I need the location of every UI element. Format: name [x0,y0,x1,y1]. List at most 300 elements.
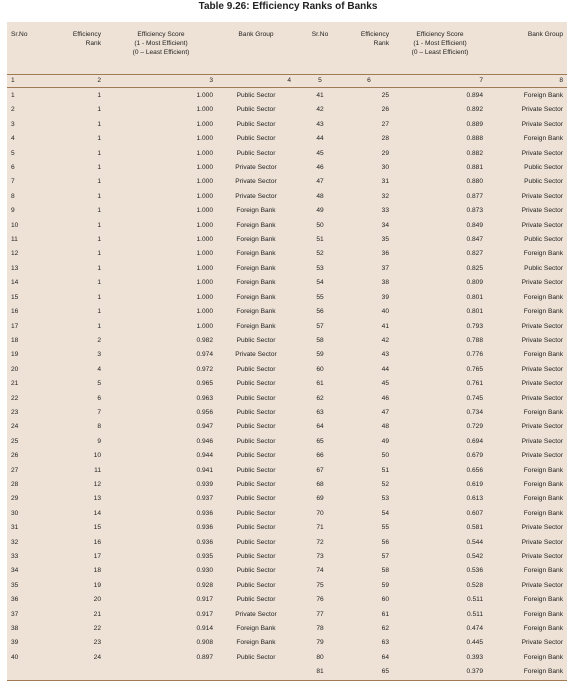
table-cell: 0.888 [466,135,483,143]
table-cell: 1.000 [196,221,213,229]
table-cell: 0.849 [466,221,483,229]
table-title: Table 9.26: Efficiency Ranks of Banks [198,1,378,12]
table-cell: 65 [381,668,389,676]
table-cell: Public Sector [236,92,276,99]
column-header-line: Rank [373,40,389,47]
table-cell: 0.761 [466,380,483,388]
table-cell: 1 [97,92,101,99]
table-cell: 0.536 [466,567,483,575]
table-row [7,175,567,189]
table-cell: Private Sector [521,452,563,460]
table-cell: 0.581 [466,524,483,532]
table-cell: 1.000 [196,322,213,330]
table-cell: 43 [316,120,324,128]
table-row [7,320,567,334]
table-cell: Public Sector [524,264,563,272]
table-cell: 23 [11,408,19,416]
table-row [7,478,567,492]
table-cell: 12 [93,480,101,488]
column-header-1 [7,22,59,75]
table-cell: 0.474 [466,625,483,633]
table-cell: 1 [97,164,101,172]
table-cell: 49 [316,207,324,215]
table-cell: 48 [381,423,389,431]
table-cell: 40 [381,308,389,316]
table-cell: 74 [316,567,324,575]
table-cell: 78 [316,625,324,633]
table-cell: 41 [381,322,389,330]
table-cell: 20 [11,365,19,373]
table-cell: 5 [97,380,101,388]
table-cell: 24 [11,423,19,431]
table-cell: 57 [316,322,324,330]
table-cell: 1 [97,322,101,330]
table-cell: 48 [316,192,324,200]
table-cell: Public Sector [236,106,276,114]
table-cell: 0.939 [196,480,213,488]
table-cell: Public Sector [236,149,276,157]
table-cell: 0.974 [196,351,213,359]
table-cell: 15 [93,524,101,532]
table-cell: 27 [381,120,389,128]
table-cell [217,665,295,680]
table-row [7,88,567,104]
column-number: 4 [217,75,295,88]
column-number: 5 [295,75,345,88]
table-cell: Foreign Bank [523,509,563,517]
table-cell: Public Sector [236,538,276,546]
table-row [7,406,567,420]
table-cell: 0.936 [196,509,213,517]
table-cell: 44 [316,135,324,143]
table-cell: 14 [11,279,19,287]
table-cell: Foreign Bank [523,625,563,633]
table-cell: 61 [316,380,324,388]
table-cell: 0.936 [196,538,213,546]
table-cell: 60 [381,596,389,604]
table-cell: 0.877 [466,192,483,200]
column-number: 6 [345,75,393,88]
table-cell: Foreign Bank [236,308,276,316]
table-cell: 20 [93,596,101,604]
column-header-line: Sr.No [11,31,28,38]
table-row [7,651,567,665]
table-cell: Public Sector [236,596,276,604]
table-cell: 13 [11,264,19,272]
table-cell: 30 [381,164,389,172]
table-cell: Foreign Bank [523,466,563,474]
column-header-line: Efficiency Score [137,31,185,38]
table-cell: 9 [11,207,15,215]
table-cell: 24 [93,653,101,661]
table-row [7,103,567,117]
table-cell: 0.613 [466,495,483,503]
table-cell: 3 [11,120,15,128]
table-cell: Foreign Bank [236,639,276,647]
table-cell: Foreign Bank [523,653,563,661]
table-cell: Public Sector [236,423,276,431]
table-cell: Foreign Bank [236,293,276,301]
table-cell: 16 [11,308,19,316]
table-cell: 1.000 [196,192,213,200]
table-cell: 18 [93,567,101,575]
table-cell: 0.947 [196,423,213,431]
table-cell: 0.935 [196,553,213,560]
table-cell: 29 [11,495,19,503]
table-cell: Foreign Bank [523,135,563,143]
table-cell: 0.511 [466,610,483,618]
table-cell: 1 [97,178,101,186]
table-cell: Foreign Bank [523,308,563,316]
table-cell: Public Sector [236,336,276,344]
column-header-line: Efficiency Score [416,31,464,38]
table-cell: 42 [316,106,324,114]
table-cell: 0.892 [466,106,483,114]
table-cell: 35 [11,581,19,589]
table-cell: 1 [97,106,101,114]
table-cell: Public Sector [236,452,276,460]
table-cell: 1.000 [196,264,213,272]
table-row [7,305,567,319]
table-cell: 52 [381,480,389,488]
efficiency-ranks-table [7,22,567,681]
table-row [7,435,567,449]
table-cell: Private Sector [521,322,563,330]
table-cell: 0.379 [466,668,483,676]
table-cell: Foreign Bank [523,293,563,301]
table-cell: 0.982 [196,336,213,344]
table-cell: 0.801 [466,308,483,316]
table-cell: Public Sector [236,120,276,128]
table-row [7,521,567,535]
table-cell: 25 [381,92,389,99]
table-cell: 66 [316,452,324,460]
table-cell: 1 [11,92,15,99]
table-row [7,262,567,276]
table-cell: Foreign Bank [236,279,276,287]
table-cell: 45 [316,149,324,157]
table-cell: 26 [11,452,19,460]
table-row [7,161,567,175]
table-cell: Foreign Bank [523,250,563,258]
table-cell: 0.656 [466,466,483,474]
table-cell: 1.000 [196,120,213,128]
table-cell: 30 [11,509,19,517]
table-cell: 1 [97,250,101,258]
table-cell: Public Sector [236,380,276,388]
table-cell: Foreign Bank [236,250,276,258]
column-header-line: Bank Group [527,31,563,38]
table-cell: 47 [381,408,389,416]
table-cell: 1 [97,236,101,244]
table-cell: 6 [97,394,101,402]
table-cell: 38 [11,625,19,633]
table-cell: 0.917 [196,596,213,604]
table-cell: 9 [97,437,101,445]
table-cell: 0.788 [466,336,483,344]
table-cell: 0.944 [196,452,213,460]
table-row [7,464,567,478]
table-cell: 63 [316,408,324,416]
table-cell: 57 [381,553,389,560]
table-cell: 28 [11,480,19,488]
table-row [7,622,567,636]
table-row [7,420,567,434]
table-cell: 0.914 [196,625,213,633]
table-cell: 32 [11,538,19,546]
table-cell: Foreign Bank [236,236,276,244]
column-header-line: Efficiency [72,31,101,38]
column-number: 8 [487,75,567,88]
table-row [7,132,567,146]
table-cell: 50 [316,221,324,229]
table-cell: 0.965 [196,380,213,388]
table-cell: 7 [97,408,101,416]
table-cell: 0.679 [466,452,483,460]
table-cell: Foreign Bank [523,408,563,416]
table-cell: Public Sector [236,495,276,503]
table-cell: 22 [93,625,101,633]
table-cell: 5 [11,149,15,157]
table-cell: Public Sector [236,581,276,589]
table-cell: 0.827 [466,250,483,258]
table-row [7,291,567,305]
table-cell: Private Sector [235,192,277,200]
column-header-line: Bank Group [238,31,274,38]
column-header-line: Efficiency [360,31,389,38]
table-cell: 56 [316,308,324,316]
table-cell: 15 [11,293,19,301]
table-cell: 0.946 [196,437,213,445]
table-cell: Foreign Bank [523,668,563,676]
table-row [7,665,567,680]
table-cell: 41 [316,92,324,99]
table-cell: 16 [93,538,101,546]
table-cell: 0.809 [466,279,483,287]
column-header-6 [345,22,393,75]
table-row [7,449,567,463]
table-cell: 10 [11,221,19,229]
table-cell: 33 [11,553,19,560]
table-cell: Private Sector [521,336,563,344]
table-cell: 31 [11,524,19,532]
column-header-2 [59,22,105,75]
table-cell: 8 [97,423,101,431]
table-cell: Public Sector [236,365,276,373]
table-cell: 52 [316,250,324,258]
table-row [7,233,567,247]
table-row [7,334,567,348]
table-row [7,204,567,218]
table-cell: 62 [381,625,389,633]
table-cell: 68 [316,480,324,488]
table-cell: 3 [97,351,101,359]
table-cell: Private Sector [521,207,563,215]
table-cell: 77 [316,610,324,618]
table-cell: Private Sector [235,351,277,359]
table-cell: 27 [11,466,19,474]
table-cell: Public Sector [236,567,276,575]
table-cell: 4 [11,135,15,143]
table-cell: 51 [381,466,389,474]
table-cell: 14 [93,509,101,517]
table-cell: Foreign Bank [523,495,563,503]
table-cell: 1 [97,221,101,229]
column-number: 2 [59,75,105,88]
table-cell: Public Sector [236,480,276,488]
table-cell: 47 [316,178,324,186]
table-cell: Foreign Bank [236,625,276,633]
table-row [7,219,567,233]
table-cell: Foreign Bank [523,596,563,604]
table-cell: 0.776 [466,351,483,359]
table-cell: 37 [11,610,19,618]
table-cell: 11 [94,466,101,474]
table-cell: 0.941 [196,466,213,474]
table-cell: Private Sector [521,581,563,589]
table-cell: 69 [316,495,324,503]
table-cell: Foreign Bank [236,264,276,272]
table-cell: 0.847 [466,236,483,244]
table-cell: 37 [381,264,389,272]
table-cell: Private Sector [521,380,563,388]
table-cell: 0.793 [466,322,483,330]
table-cell: 0.956 [196,408,213,416]
table-cell: 1.000 [196,149,213,157]
table-cell: 1.000 [196,207,213,215]
table-cell: 1.000 [196,236,213,244]
table-cell: 1.000 [196,164,213,172]
table-cell: 21 [93,610,101,618]
table-row [7,564,567,578]
column-header-line: (0 – Least Efficient) [411,49,469,56]
table-cell: 0.881 [466,164,483,172]
column-header-line: (1 - Most Efficient) [134,40,188,47]
table-cell: 62 [316,394,324,402]
table-row [7,536,567,550]
table-cell: Public Sector [524,236,563,244]
table-cell: 1.000 [196,308,213,316]
table-cell: Private Sector [521,394,563,402]
table-cell: 0.889 [466,120,483,128]
table-cell: 0.801 [466,293,483,301]
table-cell: Foreign Bank [523,480,563,488]
table-cell: Private Sector [521,538,563,546]
table-cell: 13 [93,495,101,503]
table-cell: 22 [11,394,19,402]
table-cell: Private Sector [521,221,563,229]
table-cell: 0.908 [196,639,213,647]
table-cell: 0.972 [196,365,213,373]
table-row [7,363,567,377]
table-cell: 26 [381,106,389,114]
table-row [7,190,567,204]
table-cell: 25 [11,437,19,445]
table-cell: 45 [381,380,389,388]
table-cell: 0.928 [196,581,213,589]
table-cell: Public Sector [236,437,276,445]
table-cell: 36 [381,250,389,258]
table-body [7,88,567,681]
column-header-5 [295,22,345,75]
table-cell: Public Sector [236,524,276,532]
table-cell: 72 [316,538,324,546]
table-cell: 44 [381,365,389,373]
table-cell: 0.619 [466,480,483,488]
table-cell: Public Sector [236,135,276,143]
table-cell: Public Sector [236,408,276,416]
header-row [7,22,567,75]
table-cell: 0.445 [466,639,483,647]
table-cell: 0.765 [466,365,483,373]
table-row [7,392,567,406]
table-cell: 53 [316,264,324,272]
table-row [7,118,567,132]
table-cell: 17 [93,553,101,560]
table-cell: 40 [11,653,19,661]
table-cell: Public Sector [236,394,276,402]
table-cell: 1 [97,192,101,200]
table-cell: 65 [316,437,324,445]
table-cell: Foreign Bank [523,92,563,99]
table-cell: Private Sector [521,365,563,373]
table-cell: 1.000 [196,106,213,114]
table-cell: 39 [11,639,19,647]
table-cell: Private Sector [521,524,563,532]
table-row [7,348,567,362]
table-cell: Public Sector [236,509,276,517]
table-row [7,550,567,564]
table-row [7,247,567,261]
table-row [7,147,567,161]
table-cell: 1 [97,207,101,215]
table-cell: Foreign Bank [523,610,563,618]
table-cell: Foreign Bank [523,351,563,359]
column-header-8 [487,22,567,75]
table-cell: Private Sector [235,610,277,618]
table-cell: 0.937 [196,495,213,503]
table-cell: Private Sector [521,553,563,560]
table-cell: 54 [316,279,324,287]
table-cell: 0.897 [196,653,213,661]
table-cell: 0.694 [466,437,483,445]
table-row [7,636,567,650]
table-cell: 1.000 [196,178,213,186]
table-cell: 60 [316,365,324,373]
table-cell: 1 [97,308,101,316]
column-number: 1 [7,75,59,88]
column-number-row [7,75,567,88]
table-cell: 0.873 [466,207,483,215]
table-cell: 1.000 [196,279,213,287]
table-cell: 7 [11,178,15,186]
table-cell: 1 [97,149,101,157]
table-cell: 0.734 [466,408,483,416]
table-cell: 1.000 [196,250,213,258]
table-cell: 49 [381,437,389,445]
table-cell: Private Sector [521,106,563,114]
column-number: 3 [105,75,217,88]
table-cell: Private Sector [521,192,563,200]
table-cell: 43 [381,351,389,359]
table-cell: 76 [316,596,324,604]
table-cell: 0.393 [466,653,483,661]
table-cell: 0.930 [196,567,213,575]
table-cell: 55 [381,524,389,532]
column-header-line: Sr.No [311,31,329,38]
table-cell: Public Sector [236,653,276,661]
table-cell: 8 [11,192,15,200]
